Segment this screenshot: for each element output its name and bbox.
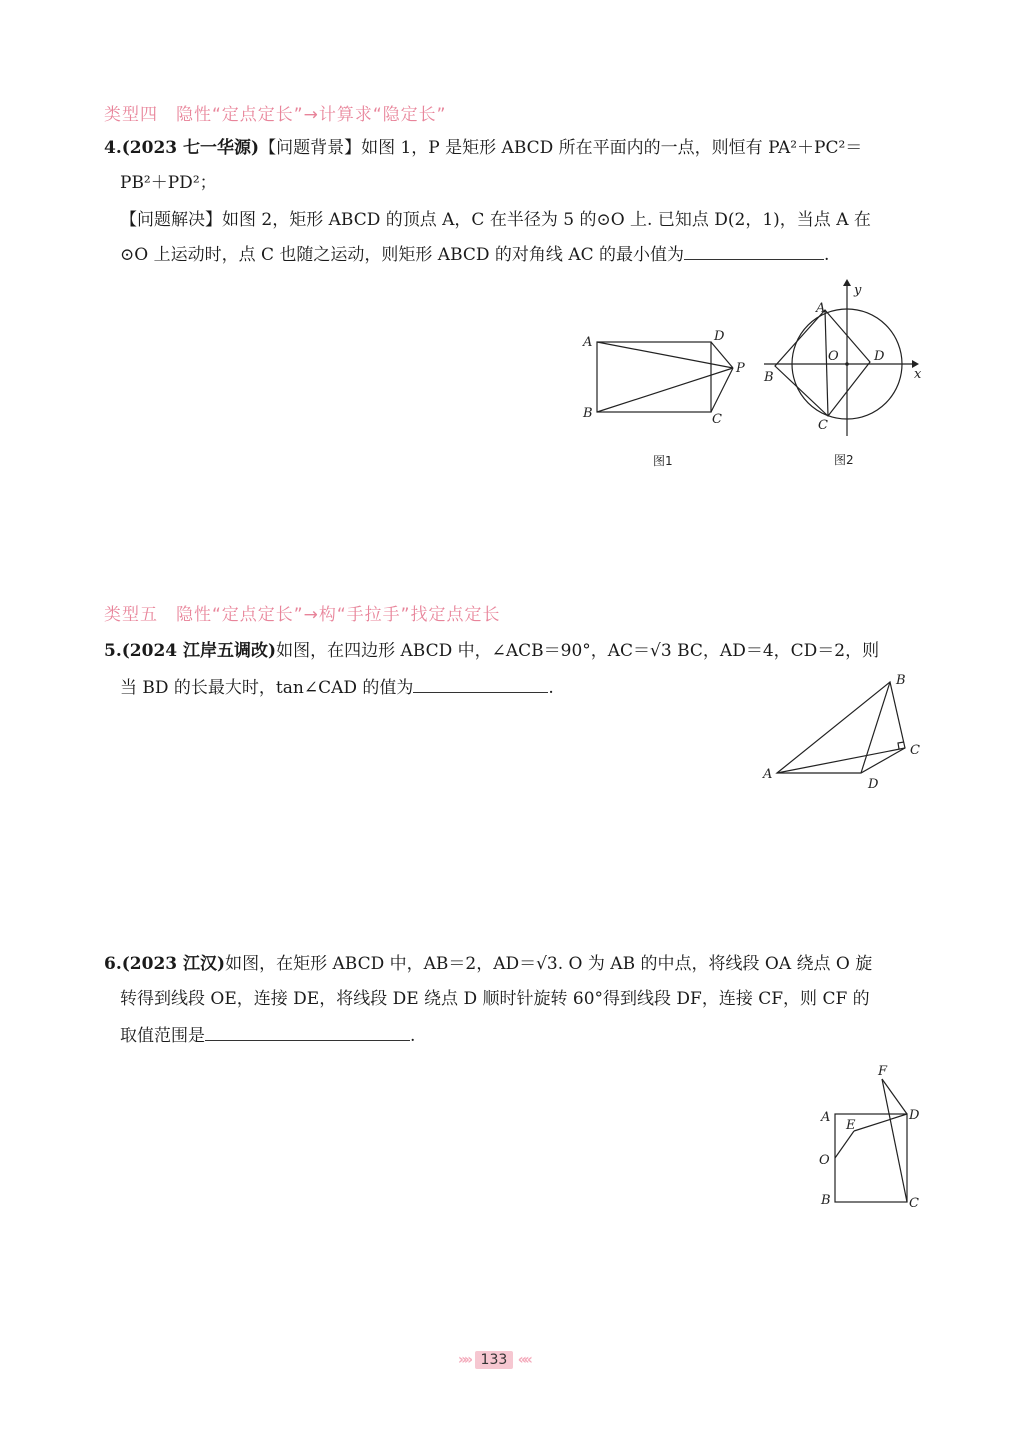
figure-6 [812,1062,927,1212]
q5-text-2: 当 BD 的长最大时，tan∠CAD 的值为 [120,678,414,698]
q4-text-4: ⊙O 上运动时，点 C 也随之运动，则矩形 ABCD 的对角线 AC 的最小值为 [120,245,685,265]
figure-5 [760,670,930,795]
fig2-origin-dot [845,362,849,366]
fig5-label-b: B [896,673,906,688]
fig6-segment-oe [835,1131,854,1158]
fig2-label-y: y [854,283,862,298]
fig6-label-c: C [909,1196,919,1211]
q4-line2: PB²＋PD²； [120,173,217,193]
fig2-caption: 图2 [834,453,854,467]
fig5-label-a: A [763,767,773,782]
q6-source: (2023 江汉) [121,954,226,974]
fig5-label-d: D [868,777,879,792]
q6-text-3: 取值范围是 [120,1026,205,1046]
fig1-label-c: C [712,412,722,427]
q5-line1 [104,634,879,668]
q4-line1 [104,131,862,165]
q6-line1 [104,947,872,981]
figure-1 [575,325,755,475]
right-chevrons-icon: «« [517,1352,530,1368]
fig2-label-c: C [818,418,828,433]
q4-text-1: 【问题背景】如图 1，P 是矩形 ABCD 所在平面内的一点，则恒有 PA²＋PC²＝ [259,138,863,158]
q4-line4 [120,238,829,272]
fig6-label-e: E [846,1118,856,1133]
left-chevrons-icon: »» [458,1352,471,1368]
q5-text-1: 如图，在四边形 ABCD 中，∠ACB＝90°，AC＝√3 BC，AD＝4，CD＝2，则 [276,641,880,661]
fig6-segment-de [854,1114,907,1131]
q5-line2 [120,671,554,705]
q6-answer-blank[interactable] [205,1022,410,1041]
fig1-segment-pb [597,368,733,412]
q4-number: 4. [104,138,122,158]
fig6-label-d: D [909,1108,920,1123]
fig5-segment-ac [777,748,905,773]
fig2-label-x: x [914,367,922,382]
fig6-label-b: B [821,1193,831,1208]
q5-period: . [548,678,554,698]
fig6-label-f: F [878,1064,888,1079]
q5-answer-blank[interactable] [413,674,548,693]
page-number: 133 [475,1351,514,1369]
figure-2 [760,282,930,472]
fig1-label-d: D [714,329,725,344]
fig1-label-b: B [583,406,593,421]
q6-number: 6. [104,954,122,974]
fig6-label-o: O [819,1153,830,1168]
fig2-label-o: O [828,349,839,364]
q6-text-1: 如图，在矩形 ABCD 中，AB＝2，AD＝√3. O 为 AB 的中点，将线段 OA 绕点 O 旋 [225,954,873,974]
fig1-caption: 图1 [653,454,673,468]
section-heading-type4: 类型四 隐性“定点定长”→计算求“隐定长” [104,105,447,125]
fig6-label-a: A [821,1110,831,1125]
fig2-rectangle [775,310,870,416]
q4-answer-blank[interactable] [684,241,824,260]
q5-source: (2024 江岸五调改) [121,641,277,661]
fig1-label-a: A [583,335,593,350]
fig2-label-b: B [764,370,774,385]
q6-line3 [120,1019,415,1053]
fig1-segment-pa [597,342,733,368]
q5-number: 5. [104,641,122,661]
fig5-label-c: C [910,743,920,758]
q4-line3: 【问题解决】如图 2，矩形 ABCD 的顶点 A，C 在半径为 5 的⊙O 上. 已知点 D(2，1)，当点 A 在 [120,210,871,230]
q4-source: (2023 七一华源) [121,138,260,158]
q6-period: . [410,1026,416,1046]
q6-line2: 转得到线段 OE，连接 DE，将线段 DE 绕点 D 顺时针旋转 60°得到线段 DF，连接 CF，则 CF 的 [120,989,870,1009]
q4-period: . [824,245,830,265]
fig1-label-p: P [736,361,745,376]
section-heading-type5: 类型五 隐性“定点定长”→构“手拉手”找定点定长 [104,605,501,625]
fig2-label-a: A [816,301,826,316]
page-footer [458,1352,530,1368]
fig2-y-arrow-icon [843,279,851,286]
fig2-label-d: D [874,349,885,364]
